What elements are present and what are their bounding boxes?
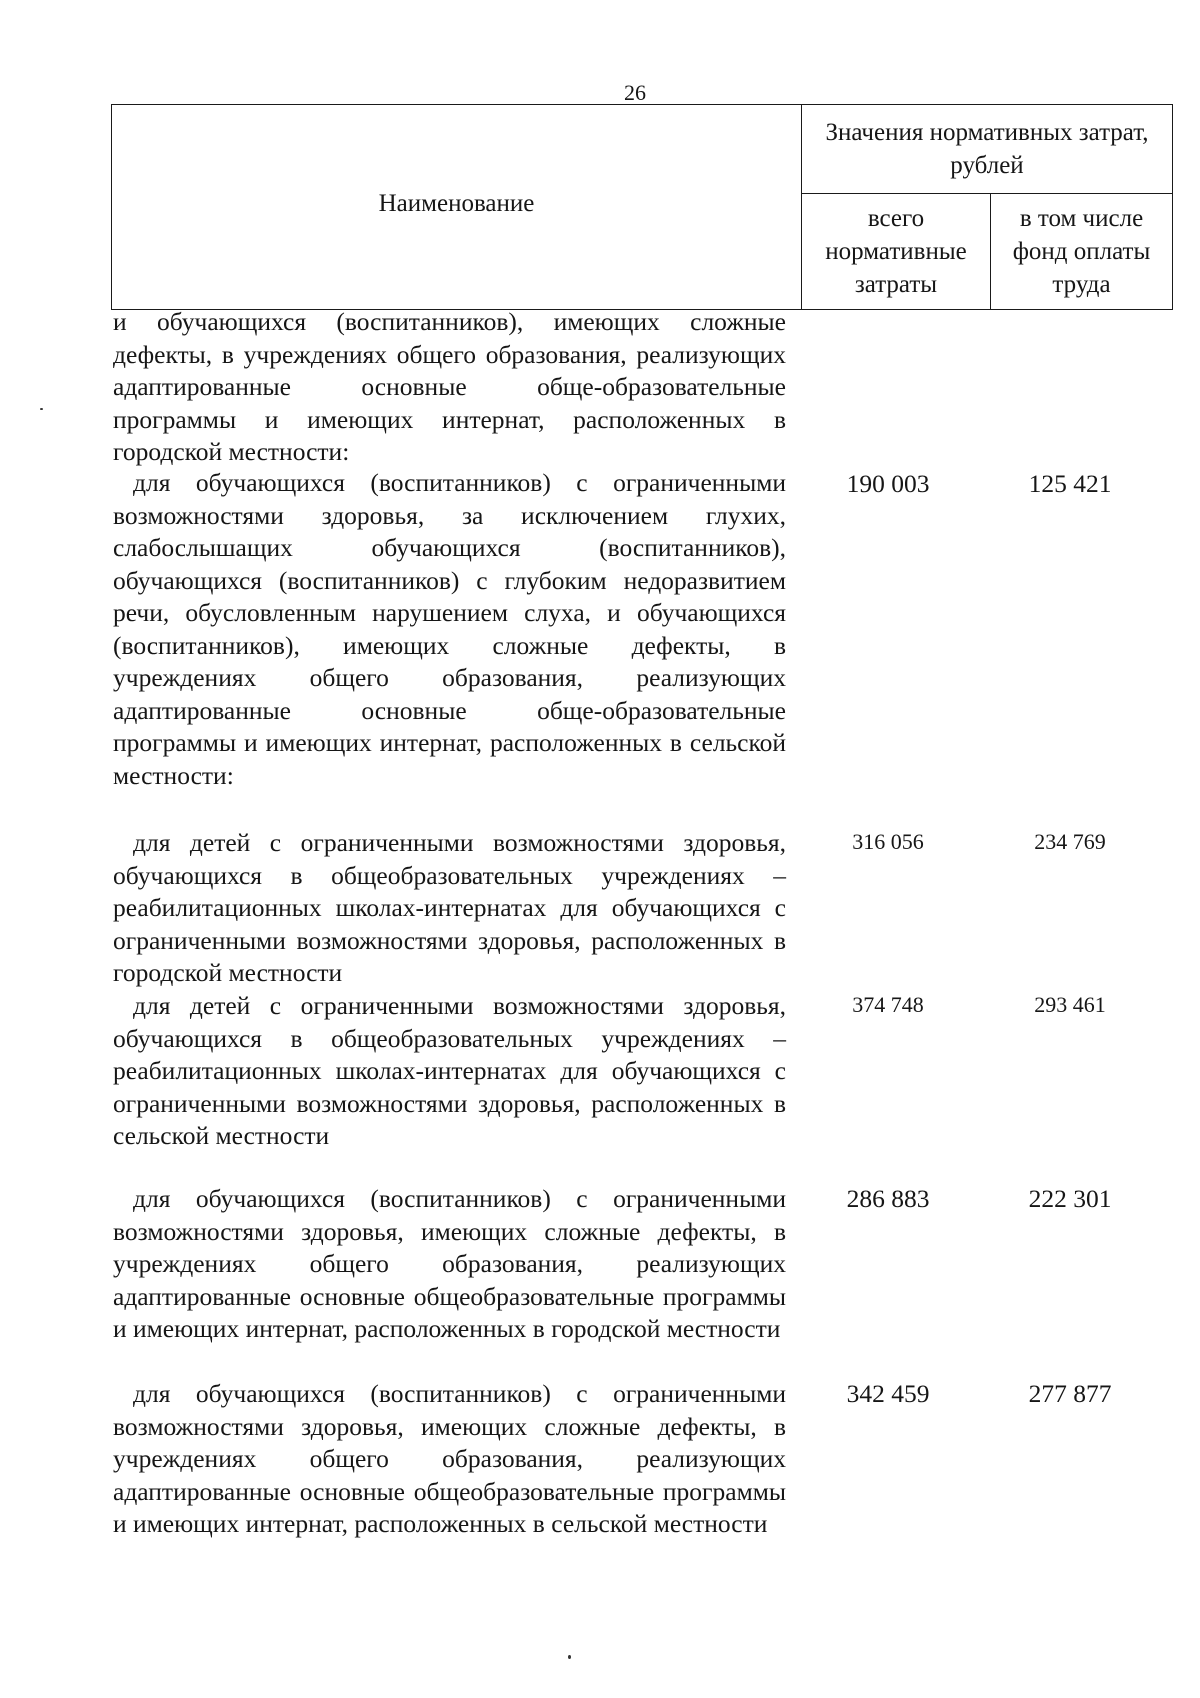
row-total-value: 374 748 [852,992,924,1017]
table-header [111,104,1173,310]
page-number: 26 [624,80,646,105]
row-description: для детей с ограниченными возможностями здоровья, обучающихся в общеобразовательных учреждениях – реабилитационных школах-интернатах для обучающихся с ограниченными возможностями здоровья, расположенных в городской местности [113,828,786,987]
row-payroll-value: 277 877 [1028,1379,1112,1408]
scan-speck [40,408,43,410]
row-total-value: 190 003 [846,469,930,498]
row-total-value: 316 056 [852,829,924,854]
row-payroll-value: 234 769 [1034,829,1106,854]
row-payroll-value: 293 461 [1034,992,1106,1017]
row-total-value: 286 883 [846,1184,930,1213]
column-header-payroll: в том числе фонд оплаты труда [991,193,1173,309]
column-header-values-group: Значения нормативных затрат, рублей [802,105,1173,194]
row-description: и обучающихся (воспитанников), имеющих сложные дефекты, в учреждениях общего образования, реализующих адаптированные основные обще-образовательные программы и имеющих интернат, расположенных в городской местности: [113,307,786,466]
row-payroll-value: 222 301 [1028,1184,1112,1213]
row-description: для детей с ограниченными возможностями здоровья, обучающихся в общеобразовательных учреждениях – реабилитационных школах-интернатах для обучающихся с ограниченными возможностями здоровья, расположенных в сельской местности [113,991,786,1150]
row-description: для обучающихся (воспитанников) с ограниченными возможностями здоровья, имеющих сложные дефекты, в учреждениях общего образования, реализующих адаптированные основные общеобразовательные программы и имеющих интернат, расположенных в сельской местности [113,1379,786,1538]
column-header-total: всего нормативные затраты [802,193,991,309]
row-description: для обучающихся (воспитанников) с ограниченными возможностями здоровья, за исключением глухих, слабослышащих обучающихся (воспитанников), обучающихся (воспитанников) с глубоким недоразвитием речи, обусловленным нарушением слуха, и обучающихся (воспитанников), имеющих сложные дефекты, в учреждениях общего образования, реализующих адаптированные основные обще-образовательные программы и имеющих интернат, расположенных в сельской местности: [113,468,786,790]
row-description: для обучающихся (воспитанников) с ограниченными возможностями здоровья, имеющих сложные дефекты, в учреждениях общего образования, реализующих адаптированные основные общеобразовательные программы и имеющих интернат, расположенных в городской местности [113,1184,786,1343]
row-payroll-value: 125 421 [1028,469,1112,498]
scan-speck [568,1655,571,1659]
column-header-name: Наименование [112,105,802,310]
row-total-value: 342 459 [846,1379,930,1408]
